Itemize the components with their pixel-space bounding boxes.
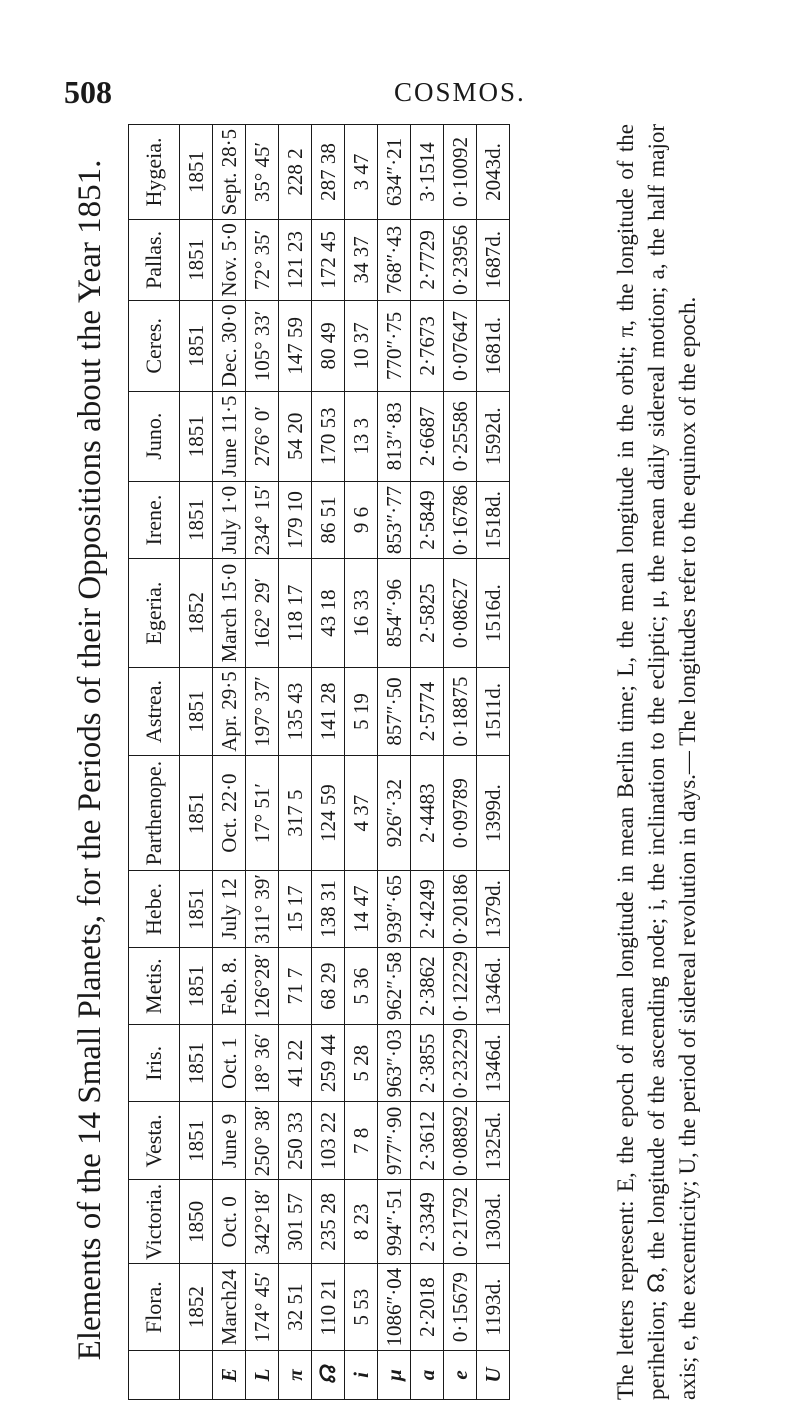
row-symbol: L: [246, 1351, 279, 1400]
table-cell: 634″·21: [378, 125, 411, 220]
elements-table: [128, 124, 510, 1400]
table-cell: Oct. 1: [213, 1025, 246, 1102]
table-cell: 121 23: [279, 220, 312, 301]
table-cell: 170 53: [312, 391, 345, 481]
table-cell: 2·7673: [411, 300, 444, 391]
planet-header: Hebe.: [129, 870, 180, 947]
header-row: [129, 125, 180, 1400]
table-cell: 13 3: [345, 391, 378, 481]
table-cell: 926″·32: [378, 756, 411, 871]
table-cell: Oct. 0: [213, 1180, 246, 1264]
table-cell: 1193d.: [477, 1264, 510, 1351]
table-cell: 138 31: [312, 870, 345, 947]
table-cell: 0·10092: [444, 125, 477, 220]
table-cell: 1346d.: [477, 948, 510, 1025]
table-cell: 977″·90: [378, 1102, 411, 1180]
table-row: [444, 125, 477, 1400]
table-cell: Oct. 22·0: [213, 756, 246, 871]
rotated-table-page: [60, 120, 760, 1400]
table-cell: 17° 51′: [246, 756, 279, 871]
table-cell: 0·15679: [444, 1264, 477, 1351]
planet-header: Ceres.: [129, 300, 180, 391]
row-symbol: i: [345, 1351, 378, 1400]
table-cell: 939″·65: [378, 870, 411, 947]
table-cell: 2·2018: [411, 1264, 444, 1351]
table-cell: 2·6687: [411, 391, 444, 481]
table-cell: Nov. 5·0: [213, 220, 246, 301]
table-cell: 250° 38′: [246, 1102, 279, 1180]
table-cell: March24: [213, 1264, 246, 1351]
table-cell: 235 28: [312, 1180, 345, 1264]
planet-header: Victoria.: [129, 1180, 180, 1264]
table-cell: 2043d.: [477, 125, 510, 220]
table-cell: 857″·50: [378, 667, 411, 756]
table-cell: 1851: [180, 948, 213, 1025]
table-cell: July 1·0: [213, 481, 246, 559]
row-symbol: E: [213, 1351, 246, 1400]
table-cell: 259 44: [312, 1025, 345, 1102]
table-cell: 853″·77: [378, 481, 411, 559]
planet-header: Astrea.: [129, 667, 180, 756]
table-row: [345, 125, 378, 1400]
table-cell: 2·5774: [411, 667, 444, 756]
table-cell: 1851: [180, 391, 213, 481]
table-cell: 0·23956: [444, 220, 477, 301]
table-cell: 105° 33′: [246, 300, 279, 391]
table-cell: 1379d.: [477, 870, 510, 947]
table-cell: 0·09789: [444, 756, 477, 871]
table-cell: 2·3349: [411, 1180, 444, 1264]
table-cell: 3·1514: [411, 125, 444, 220]
table-cell: 0·08892: [444, 1102, 477, 1180]
table-cell: 1687d.: [477, 220, 510, 301]
table-row: [279, 125, 312, 1400]
table-cell: 197° 37′: [246, 667, 279, 756]
table-cell: 71 7: [279, 948, 312, 1025]
table-cell: 5 36: [345, 948, 378, 1025]
table-cell: 2·5849: [411, 481, 444, 559]
table-cell: 342°18′: [246, 1180, 279, 1264]
table-cell: 0·07647: [444, 300, 477, 391]
table-title: Elements of the 14 Small Planets, for the Periods of their Oppositions about the Year 1851.: [72, 159, 108, 1361]
table-body: [180, 125, 510, 1400]
table-cell: 1325d.: [477, 1102, 510, 1180]
table-cell: 1303d.: [477, 1180, 510, 1264]
table-cell: 2·5825: [411, 559, 444, 667]
table-cell: 228 2: [279, 125, 312, 220]
table-cell: 16 33: [345, 559, 378, 667]
page-number: 508: [64, 74, 112, 110]
table-row: [180, 125, 213, 1400]
table-cell: 68 29: [312, 948, 345, 1025]
table-cell: 2·3855: [411, 1025, 444, 1102]
table-row: [411, 125, 444, 1400]
table-cell: 124 59: [312, 756, 345, 871]
table-cell: 35° 45′: [246, 125, 279, 220]
table-cell: 994″·51: [378, 1180, 411, 1264]
table-cell: 854″·96: [378, 559, 411, 667]
table-cell: 1851: [180, 481, 213, 559]
table-cell: 1511d.: [477, 667, 510, 756]
table-cell: 311° 39′: [246, 870, 279, 947]
table-cell: March 15·0: [213, 559, 246, 667]
table-cell: 5 53: [345, 1264, 378, 1351]
planet-header: Vesta.: [129, 1102, 180, 1180]
table-cell: 86 51: [312, 481, 345, 559]
planet-header: Metis.: [129, 948, 180, 1025]
table-row: [378, 125, 411, 1400]
table-cell: 10 37: [345, 300, 378, 391]
table-cell: 80 49: [312, 300, 345, 391]
row-symbol: U: [477, 1351, 510, 1400]
table-cell: 1851: [180, 125, 213, 220]
table-cell: 2·4249: [411, 870, 444, 947]
table-cell: 7 8: [345, 1102, 378, 1180]
table-cell: 103 22: [312, 1102, 345, 1180]
table-cell: 2·7729: [411, 220, 444, 301]
table-cell: 4 37: [345, 756, 378, 871]
table-cell: Feb. 8.: [213, 948, 246, 1025]
table-cell: 1851: [180, 870, 213, 947]
table-cell: 34 37: [345, 220, 378, 301]
table-cell: 141 28: [312, 667, 345, 756]
table-cell: 2·4483: [411, 756, 444, 871]
table-row: [246, 125, 279, 1400]
planet-header: Pallas.: [129, 220, 180, 301]
table-row: [312, 125, 345, 1400]
table-cell: 1851: [180, 1102, 213, 1180]
table-cell: 135 43: [279, 667, 312, 756]
table-cell: 1852: [180, 1264, 213, 1351]
table-cell: Sept. 28·5: [213, 125, 246, 220]
table-cell: Apr. 29·5: [213, 667, 246, 756]
table-cell: July 12: [213, 870, 246, 947]
table-cell: 963″·03: [378, 1025, 411, 1102]
row-symbol: a: [411, 1351, 444, 1400]
table-cell: 1850: [180, 1180, 213, 1264]
table-cell: 0·21792: [444, 1180, 477, 1264]
table-cell: 147 59: [279, 300, 312, 391]
table-cell: 43 18: [312, 559, 345, 667]
table-cell: 0·18875: [444, 667, 477, 756]
table-cell: 301 57: [279, 1180, 312, 1264]
table-cell: 770″·75: [378, 300, 411, 391]
table-cell: 1851: [180, 756, 213, 871]
table-cell: 962″·58: [378, 948, 411, 1025]
table-cell: 9 6: [345, 481, 378, 559]
planet-header: Juno.: [129, 391, 180, 481]
table-cell: 1346d.: [477, 1025, 510, 1102]
table-cell: 1851: [180, 220, 213, 301]
table-cell: 1851: [180, 300, 213, 391]
running-head: COSMOS.: [394, 77, 526, 107]
table-cell: 15 17: [279, 870, 312, 947]
table-cell: 126°28′: [246, 948, 279, 1025]
table-cell: 813″·83: [378, 391, 411, 481]
planet-header: Iris.: [129, 1025, 180, 1102]
table-cell: June 9: [213, 1102, 246, 1180]
table-cell: Dec. 30·0: [213, 300, 246, 391]
table-cell: 1516d.: [477, 559, 510, 667]
row-symbol: μ: [378, 1351, 411, 1400]
table-cell: 0·08627: [444, 559, 477, 667]
row-symbol: e: [444, 1351, 477, 1400]
table-cell: 234° 15′: [246, 481, 279, 559]
table-cell: 0·20186: [444, 870, 477, 947]
table-cell: 118 17: [279, 559, 312, 667]
planet-header: Parthenope.: [129, 756, 180, 871]
table-cell: 5 19: [345, 667, 378, 756]
table-cell: 54 20: [279, 391, 312, 481]
table-cell: 287 38: [312, 125, 345, 220]
table-cell: 174° 45′: [246, 1264, 279, 1351]
row-symbol: [180, 1351, 213, 1400]
table-cell: 1399d.: [477, 756, 510, 871]
planet-header: Flora.: [129, 1264, 180, 1351]
symbol-header-cell: [129, 1351, 180, 1400]
table-cell: 1681d.: [477, 300, 510, 391]
table-cell: 72° 35′: [246, 220, 279, 301]
table-cell: 172 45: [312, 220, 345, 301]
table-cell: 8 23: [345, 1180, 378, 1264]
table-caption: The letters represent: E, the epoch of mean longitude in mean Berlin time; L, the mean longitude in the orbit; π, the longitude of the perihelion; ☊, the longitude of the ascending node; i, the inclination to the ecliptic; μ, the mean daily sidereal motion; a, the half major axis; e, the excentricity; U, the period of sidereal revolution in days.— The longitudes refer to the equinox of the epoch.: [613, 124, 700, 1400]
table-cell: 32 51: [279, 1264, 312, 1351]
table-cell: 2·3612: [411, 1102, 444, 1180]
planet-header: Egeria.: [129, 559, 180, 667]
table-cell: 162° 29′: [246, 559, 279, 667]
planet-header: Irene.: [129, 481, 180, 559]
table-cell: 179 10: [279, 481, 312, 559]
table-cell: 0·23229: [444, 1025, 477, 1102]
table-row: [213, 125, 246, 1400]
table-cell: 18° 36′: [246, 1025, 279, 1102]
table-cell: 768″·43: [378, 220, 411, 301]
table-cell: 0·16786: [444, 481, 477, 559]
table-cell: 2·3862: [411, 948, 444, 1025]
table-cell: 41 22: [279, 1025, 312, 1102]
table-cell: June 11·5: [213, 391, 246, 481]
planet-header: Hygeia.: [129, 125, 180, 220]
table-cell: 1086″·04: [378, 1264, 411, 1351]
table-cell: 250 33: [279, 1102, 312, 1180]
table-cell: 0·12229: [444, 948, 477, 1025]
table-cell: 1518d.: [477, 481, 510, 559]
table-cell: 3 47: [345, 125, 378, 220]
table-row: [477, 125, 510, 1400]
table-cell: 1852: [180, 559, 213, 667]
table-cell: 1851: [180, 1025, 213, 1102]
table-cell: 317 5: [279, 756, 312, 871]
table-cell: 1851: [180, 667, 213, 756]
table-cell: 1592d.: [477, 391, 510, 481]
row-symbol: ☊: [312, 1351, 345, 1400]
table-cell: 110 21: [312, 1264, 345, 1351]
table-cell: 5 28: [345, 1025, 378, 1102]
table-cell: 276° 0′: [246, 391, 279, 481]
table-cell: 14 47: [345, 870, 378, 947]
row-symbol: π: [279, 1351, 312, 1400]
table-cell: 0·25586: [444, 391, 477, 481]
